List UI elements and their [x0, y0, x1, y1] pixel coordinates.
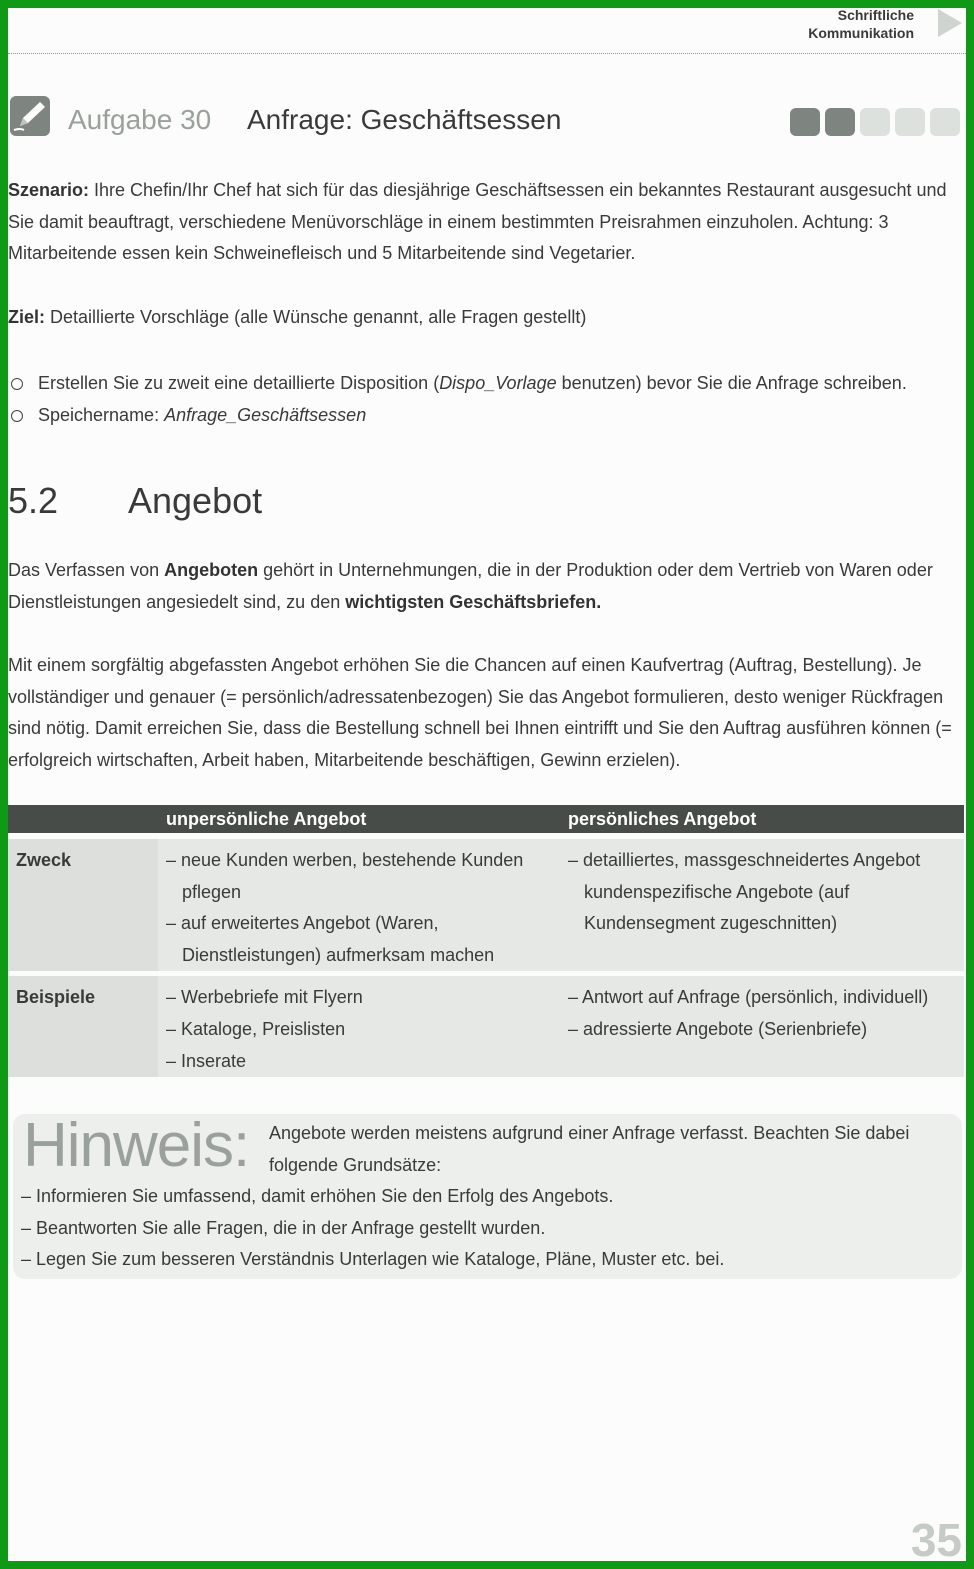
hint-item: – Beantworten Sie alle Fragen, die in der Anfrage gestellt wurden. — [21, 1217, 546, 1238]
goal-label: Ziel: — [8, 307, 46, 327]
difficulty-indicator — [790, 108, 960, 136]
body-paragraph: Mit einem sorgfältig abgefassten Angebot erhöhen Sie die Chancen auf einen Kaufvertrag (Auftrag, Bestellung). Je vollständiger und genauer (= persönlich/adressatenbezogen) Sie das Angebot formulieren, desto weniger Rückfragen sind nötig. Damit erreichen Sie, dass die Bestellung schnell bei Ihnen eintrifft und Sie den Auftrag ausführen können (= erfolgreich wirtschaften, Arbeit haben, Mitarbeitende beschäftigen, Gewinn erzielen). — [8, 655, 952, 770]
table-cell — [560, 833, 964, 971]
instruction-list — [8, 368, 966, 431]
cell-line: – Werbebriefe mit Flyern — [166, 987, 363, 1008]
section-title: Angebot — [128, 480, 263, 521]
play-arrow-icon — [938, 9, 962, 37]
hint-box — [13, 1111, 962, 1279]
scenario-text: Ihre Chefin/Ihr Chef hat sich für das diesjährige Geschäftsessen ein bekanntes Restaurant ausgesucht und Sie damit beauftragt, verschiedene Menüvorschläge in einem bestimmten Preisrahmen einzuholen. Achtung: 3 Mitarbeitende essen kein Schweinefleisch und 5 Mitarbeitende sind Vegetarier. — [8, 180, 947, 264]
page-number: 35 — [910, 1514, 962, 1561]
section-heading — [8, 480, 262, 522]
level-square — [860, 108, 890, 136]
level-square — [930, 108, 960, 136]
task-heading — [8, 96, 966, 140]
hint-intro: Angebote werden meistens aufgrund einer Anfrage verfasst. Beachten Sie dabei folgende Grundsätze: — [269, 1123, 910, 1175]
comparison-table — [8, 805, 964, 1077]
table-row — [8, 833, 964, 971]
cell-line: – detailliertes, massgeschneidertes Angebot kundenspezifische Angebote (auf Kundensegment zugeschnitten) — [568, 850, 921, 934]
table-header-cell: unpersönliche Angebot — [158, 805, 560, 833]
header-line-2: Kommunikation — [808, 25, 914, 41]
pencil-icon — [10, 96, 50, 136]
hint-title: Hinweis: — [23, 1111, 250, 1180]
cell-line: – Antwort auf Anfrage (persönlich, individuell) — [568, 987, 929, 1008]
level-square — [790, 108, 820, 136]
row-label: Zweck — [8, 833, 158, 971]
cell-line: – neue Kunden werben, bestehende Kunden pflegen — [166, 850, 524, 902]
table-cell — [560, 971, 964, 1077]
table-cell — [158, 833, 560, 971]
intro-paragraph — [8, 555, 966, 618]
section-number: 5.2 — [8, 480, 59, 521]
cell-line: – adressierte Angebote (Serienbriefe) — [568, 1018, 868, 1039]
task-title: Anfrage: Geschäftsessen — [247, 104, 562, 135]
table-row — [8, 971, 964, 1077]
goal-paragraph — [8, 302, 966, 334]
hint-item: – Legen Sie zum besseren Verständnis Unterlagen wie Kataloge, Pläne, Muster etc. bei. — [21, 1249, 725, 1270]
cell-line: – Inserate — [166, 1050, 247, 1071]
hint-item: – Informieren Sie umfassend, damit erhöhen Sie den Erfolg des Angebots. — [21, 1186, 614, 1206]
table-header-cell: persönliches Angebot — [560, 805, 964, 833]
scenario-label: Szenario: — [8, 180, 90, 200]
running-header — [808, 8, 914, 42]
row-label: Beispiele — [8, 971, 158, 1077]
list-item-text: benutzen) bevor Sie die Anfrage schreiben. — [556, 373, 907, 393]
hint-list — [21, 1181, 724, 1276]
header-divider — [8, 53, 966, 54]
level-square — [825, 108, 855, 136]
table-cell — [158, 971, 560, 1077]
list-item — [8, 400, 966, 432]
list-item-text: Speichername: — [38, 404, 165, 425]
scenario-paragraph — [8, 175, 966, 270]
header-line-1: Schriftliche — [837, 8, 914, 23]
cell-line: – auf erweitertes Angebot (Waren, Dienstleistungen) aufmerksam machen — [166, 913, 495, 965]
para-text: Das Verfassen von — [8, 560, 165, 580]
list-item-text: Erstellen Sie zu zweit eine detaillierte Disposition ( — [38, 373, 440, 393]
goal-text: Detaillierte Vorschläge (alle Wünsche genannt, alle Fragen gestellt) — [45, 307, 587, 327]
table-header-cell — [8, 805, 158, 833]
task-number: Aufgabe 30 — [68, 104, 212, 135]
table-header-row — [8, 805, 964, 833]
list-item — [8, 368, 966, 400]
document-page — [8, 8, 966, 1561]
para-bold: wichtigsten Geschäftsbriefen. — [345, 591, 602, 612]
list-item-emphasis: Dispo_Vorlage — [439, 373, 557, 393]
para-bold: Angeboten — [164, 560, 259, 580]
para-text: gehört in Unternehmungen, die in der Produktion oder dem Vertrieb von Waren oder Dienstleistungen angesiedelt sind, zu den — [8, 560, 933, 612]
cell-line: – Kataloge, Preislisten — [166, 1018, 346, 1039]
level-square — [895, 108, 925, 136]
list-item-emphasis: Anfrage_Geschäftsessen — [164, 404, 367, 425]
